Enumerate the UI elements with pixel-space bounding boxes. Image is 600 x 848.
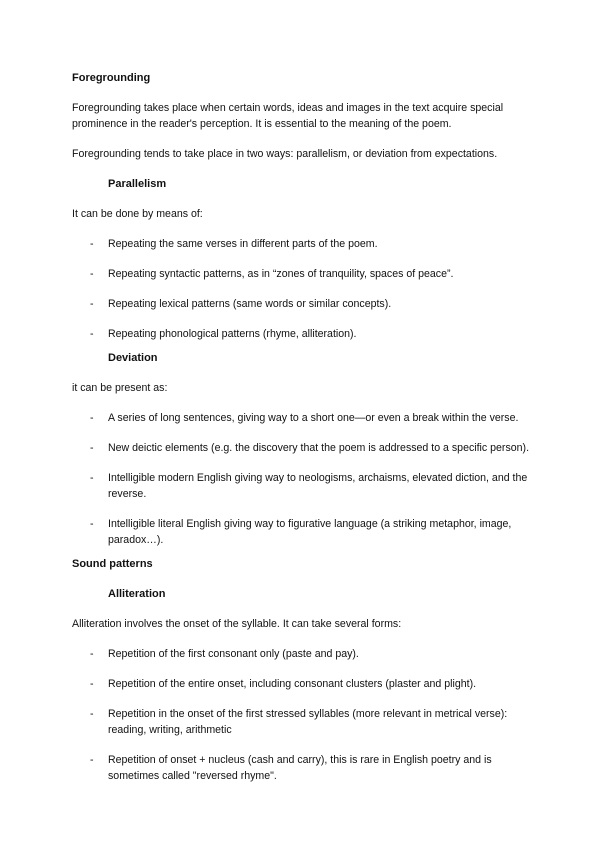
- bullet-dash: -: [90, 708, 94, 720]
- list-item: - Repetition in the onset of the first stressed syllables (more relevant in metrical verse): reading, writing, arithmetic: [90, 708, 508, 736]
- list-item: - Repetition of onset + nucleus (cash and carry), this is rare in English poetry and is sometimes called "reversed rhyme".: [90, 754, 492, 782]
- bullet-dash: -: [90, 328, 94, 340]
- list-item: - A series of long sentences, giving way to a short one—or even a break within the verse.: [90, 412, 519, 424]
- bullet-dash: -: [90, 472, 94, 484]
- bullet-dash: -: [90, 412, 94, 424]
- bullet-dash: -: [90, 648, 94, 660]
- list-alliteration: [72, 646, 532, 784]
- bullet-dash: -: [90, 298, 94, 310]
- list-item: - Repeating the same verses in different parts of the poem.: [90, 238, 378, 250]
- list-item: - Repeating phonological patterns (rhyme, alliteration).: [90, 328, 357, 340]
- paragraph-deviation-intro: it can be present as:: [72, 382, 168, 394]
- list-item: - New deictic elements (e.g. the discovery that the poem is addressed to a specific person).: [90, 442, 530, 454]
- bullet-dash: -: [90, 442, 94, 454]
- heading-parallelism: Parallelism: [108, 178, 167, 190]
- list-item: - Repeating lexical patterns (same words or similar concepts).: [90, 298, 392, 310]
- list-parallelism: [72, 236, 532, 342]
- bullet-dash: -: [90, 518, 94, 530]
- bullet-dash: -: [90, 268, 94, 280]
- document-page: [72, 70, 532, 784]
- list-item: - Repeating syntactic patterns, as in “zones of tranquility, spaces of peace”.: [90, 268, 454, 280]
- list-deviation: [72, 410, 532, 548]
- bullet-dash: -: [90, 754, 94, 766]
- heading-deviation: Deviation: [108, 352, 158, 364]
- heading-alliteration: Alliteration: [108, 588, 166, 600]
- bullet-dash: -: [90, 678, 94, 690]
- paragraph-alliteration-intro: Alliteration involves the onset of the syllable. It can take several forms:: [72, 618, 402, 630]
- list-item: - Repetition of the entire onset, including consonant clusters (plaster and plight).: [90, 678, 477, 690]
- list-item: - Repetition of the first consonant only (paste and pay).: [90, 648, 359, 660]
- paragraph-foregrounding-definition: Foregrounding takes place when certain words, ideas and images in the text acquire special prominence in the reader's perception. It is essential to the meaning of the poem.: [72, 102, 504, 130]
- list-item: - Intelligible modern English giving way to neologisms, archaisms, elevated diction, and the reverse.: [90, 472, 528, 500]
- heading-sound-patterns: Sound patterns: [72, 558, 153, 570]
- heading-foregrounding: Foregrounding: [72, 72, 151, 84]
- paragraph-foregrounding-ways: Foregrounding tends to take place in two ways: parallelism, or deviation from expectations.: [72, 148, 498, 160]
- paragraph-parallelism-intro: It can be done by means of:: [72, 208, 203, 220]
- list-item: - Intelligible literal English giving way to figurative language (a striking metaphor, image, paradox…).: [90, 518, 512, 546]
- bullet-dash: -: [90, 238, 94, 250]
